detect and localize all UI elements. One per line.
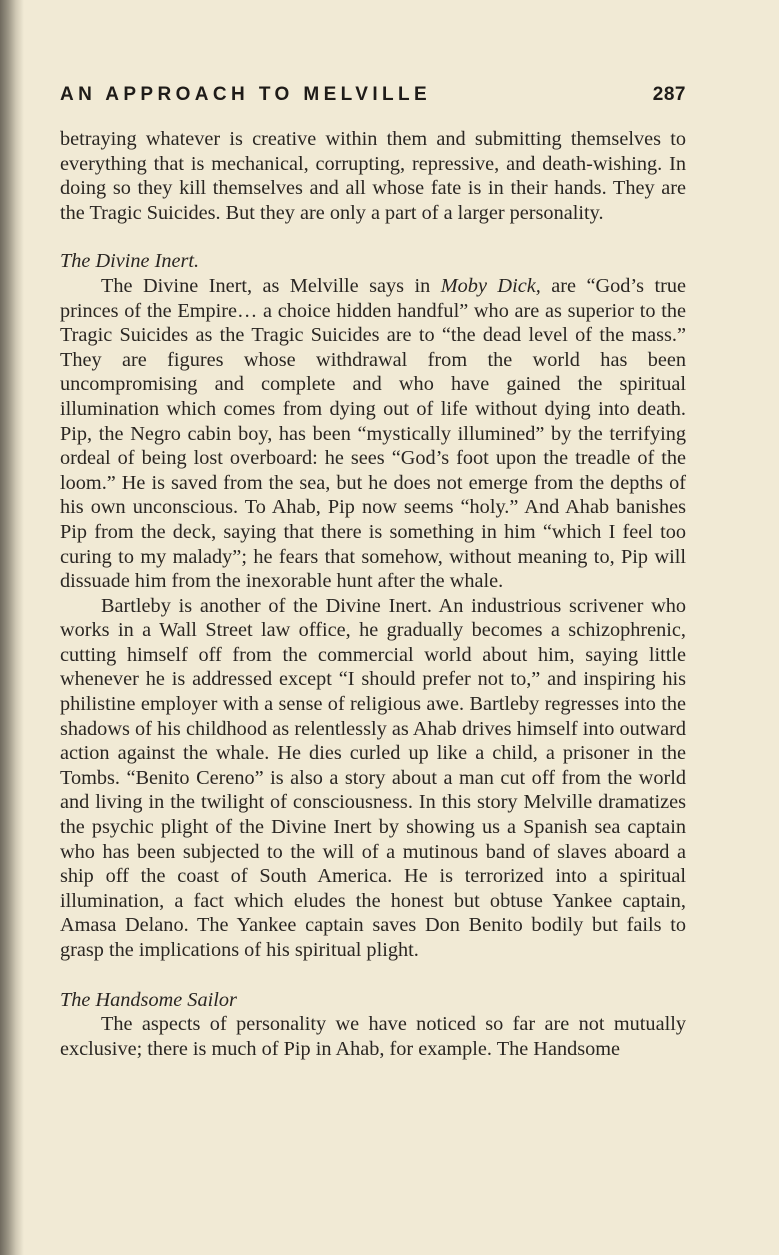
- paragraph-bartleby: Bartleby is another of the Divine Inert. An industrious scrivener who works in a Wall Street law office, he gradually becomes a schizophrenic, cutting himself off from the commercial world about him, saying little whenever he is addressed except “I should prefer not to,” and inspiring his philistine employer with a sense of religious awe. Bartleby regresses into the shadows of his childhood as relentlessly as Ahab drives himself into outward action against the whale. He dies curled up like a child, a prisoner in the Tombs. “Benito Cereno” is also a story about a man cut off from the world and living in the twilight of consciousness. In this story Melville dramatizes the psychic plight of the Divine Inert by showing us a Spanish sea captain who has been subjected to the will of a mutinous band of slaves aboard a ship off the coast of South America. He is terrorized into a spiritual illumination, a fact which eludes the honest but obtuse Yankee captain, Amasa Delano. The Yankee captain saves Don Benito bodily but fails to grasp the implications of his spiritual plight.: [60, 594, 686, 961]
- book-title-moby-dick: Moby Dick,: [440, 274, 541, 297]
- paragraph-handsome-sailor: The aspects of personality we have noticed so far are not mutually exclusive; there is much of Pip in Ahab, for example. The Handsome: [60, 1013, 686, 1060]
- section-spacer: [60, 963, 686, 988]
- paragraph-divine-inert: [60, 274, 686, 594]
- paragraph-continued: betraying whatever is creative within them and submitting themselves to everything that is mechanical, corrupting, repressive, and death-wishing. In doing so they kill themselves and all whose fate is in their hands. They are the Tragic Suicides. But they are only a part of a larger personality.: [60, 128, 686, 224]
- book-spine-shadow: [0, 0, 24, 1255]
- running-head: [60, 84, 686, 108]
- section-spacer: [60, 225, 686, 249]
- running-head-title: AN APPROACH TO MELVILLE: [60, 84, 432, 105]
- paragraph-text: The Divine Inert, as Melville says in: [101, 274, 441, 297]
- page-number: 287: [652, 84, 686, 105]
- paragraph-text: are “God’s true princes of the Empire… a choice hidden handful” who are as superior to the Tragic Suicides as the Tragic Suicides are to “the dead level of the mass.” They are figures whose withdrawal from the world has been uncompromising and complete and who have gained the spiritual illumination which comes from dying out of life without dying into death. Pip, the Negro cabin boy, has been “mystically illumined” by the terrifying ordeal of being lost overboard: he sees “God’s foot upon the treadle of the loom.” He is saved from the sea, but he does not emerge from the depths of his own unconscious. To Ahab, Pip now seems “holy.” And Ahab banishes Pip from the deck, saying that there is something in him “which I feel too curing to my malady”; he fears that somehow, without meaning to, Pip will dissuade him from the inexorable hunt after the whale.: [60, 274, 686, 593]
- section-heading-divine-inert: The Divine Inert.: [60, 250, 200, 273]
- page-body: [60, 127, 686, 1061]
- section-heading-handsome-sailor: The Handsome Sailor: [60, 988, 237, 1011]
- book-page: [60, 0, 690, 1255]
